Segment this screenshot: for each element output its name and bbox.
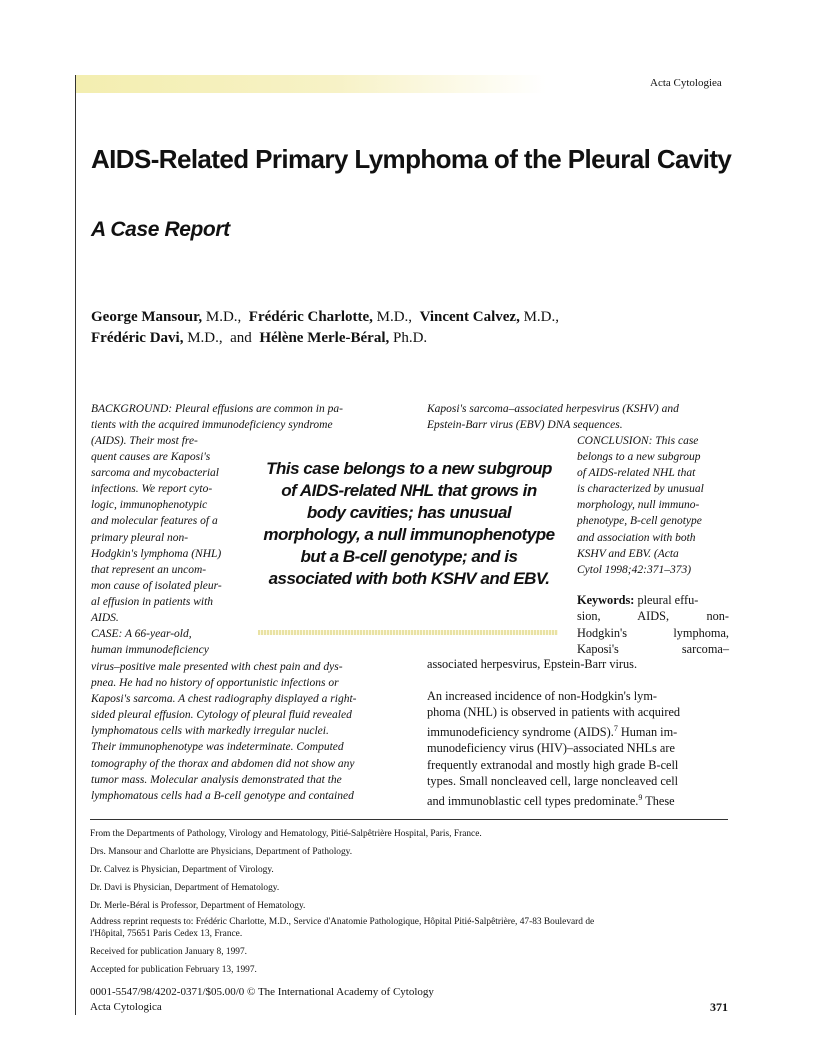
intro-line: immunodeficiency syndrome (AIDS).$^7$ Human im- (427, 723, 678, 739)
abstract-line: lymphomatous cells had a B-cell genotype and contained (91, 789, 354, 802)
keywords-block (577, 592, 729, 658)
abstract-line: lymphomatous cells with markedly irregular nuclei. (91, 725, 329, 738)
abstract-line: CONCLUSION: This case (577, 435, 699, 447)
abstract-line: Hodgkin's lymphoma (NHL) (91, 547, 222, 560)
abstract-line: Kaposi's sarcoma–associated herpesvirus (KSHV) and (427, 403, 679, 415)
left-margin-rule (75, 75, 76, 1015)
abstract-line: infections. We report cyto- (91, 483, 213, 496)
abstract-line: quent causes are Kaposi's (91, 451, 211, 464)
abstract-line: virus–positive male presented with chest pain and dys- (91, 661, 343, 673)
footnote: Drs. Mansour and Charlotte are Physicians, Department of Pathology. (90, 847, 353, 857)
abstract-line: CASE: A 66-year-old, (91, 628, 192, 641)
footer-journal: Acta Cytologica (90, 1001, 162, 1013)
abstract-line: morphology, null immuno- (577, 499, 700, 512)
footnote: Dr. Calvez is Physician, Department of Virology. (90, 865, 274, 875)
intro-line: munodeficiency virus (HIV)–associated NHLs are (427, 741, 675, 756)
abstract-line: Cytol 1998;42:371–373) (577, 563, 692, 576)
author-name: Hélène Merle-Béral, (259, 330, 390, 346)
abstract-line: KSHV and EBV. (Acta (577, 547, 679, 560)
abstract-line: AIDS. (91, 612, 119, 625)
abstract-wide-lines (91, 401, 391, 433)
abstract-line: and association with both (577, 531, 696, 544)
abstract-line: tumor mass. Molecular analysis demonstrated that the (91, 773, 342, 786)
author-line-2 (91, 328, 731, 349)
abstract-conclusion (577, 433, 729, 578)
intro-line: An increased incidence of non-Hodgkin's lym- (427, 689, 657, 703)
author-degree: M.D., (205, 309, 242, 325)
abstract-line: is characterized by unusual (577, 483, 704, 496)
abstract-line: BACKGROUND: Pleural effusions are common in pa- (91, 403, 343, 415)
article-title: AIDS-Related Primary Lymphoma of the Pleural Cavity (91, 144, 732, 174)
intro-line: and immunoblastic cell types predominate.$^9$ These (427, 792, 675, 808)
abstract-line: sided pleural effusion. Cytology of pleural fluid revealed (91, 709, 352, 722)
keywords-line: associated herpesvirus, Epstein-Barr virus. (427, 657, 638, 671)
pull-quote-rule (258, 630, 558, 635)
abstract-line: Epstein-Barr virus (EBV) DNA sequences. (427, 419, 623, 432)
footnote-rule (90, 819, 728, 820)
copyright-line: 0001-5547/98/4202-0371/$05.00/0 © The International Academy of Cytology (90, 986, 434, 998)
abstract-line: and molecular features of a (91, 515, 218, 528)
author-name: Frédéric Charlotte, (248, 309, 373, 325)
abstract-line: (AIDS). Their most fre- (91, 435, 198, 447)
abstract-line: human immunodeficiency (91, 644, 209, 657)
abstract-line: of AIDS-related NHL that (577, 467, 696, 480)
reference-marker: 7 (613, 723, 618, 733)
keywords-line: Kaposi's sarcoma– (577, 642, 729, 657)
abstract-line: that represent an uncom- (91, 563, 207, 576)
keywords-line: sion, AIDS, non- (577, 609, 729, 624)
footnote: From the Departments of Pathology, Virology and Hematology, Pitié-Salpêtrière Hospital, Paris, France. (90, 829, 482, 839)
author-name: Frédéric Davi, (91, 330, 184, 346)
author-degree: Ph.D. (393, 330, 428, 346)
footnote: Address reprint requests to: Frédéric Charlotte, M.D., Service d'Anatomie Pathologique, Hôpital Pitié-Salpêtrière, 47-83 Boulevard de (90, 917, 595, 927)
author-degree: M.D., (523, 309, 559, 325)
abstract-line: primary pleural non- (91, 531, 189, 544)
author-list (91, 307, 731, 349)
abstract-line: tients with the acquired immunodeficiency syndrome (91, 419, 333, 432)
keyword-text: pleural effu- (637, 593, 699, 607)
intro-line: phoma (NHL) is observed in patients with acquired (427, 705, 681, 720)
intro-paragraph (427, 688, 729, 809)
abstract-line: mon cause of isolated pleur- (91, 579, 222, 592)
author-conjunction: and (230, 330, 252, 346)
article-subtitle: A Case Report (91, 218, 230, 241)
author-name: George Mansour, (91, 309, 203, 325)
abstract-line: tomography of the thorax and abdomen did not show any (91, 757, 355, 770)
abstract-line: logic, immunophenotypic (91, 499, 208, 512)
abstract-case-lines (91, 659, 391, 804)
keywords-label: Keywords: (577, 593, 635, 607)
reference-marker: 9 (638, 792, 643, 802)
footnote: Dr. Merle-Béral is Professor, Department of Hematology. (90, 901, 306, 911)
abstract-line: phenotype, B-cell genotype (577, 515, 702, 528)
abstract-line: al effusion in patients with (91, 595, 214, 608)
abstract-line: Their immunophenotype was indeterminate. Computed (91, 741, 344, 754)
abstract-line: pnea. He had no history of opportunistic infections or (91, 677, 339, 690)
abstract-line: sarcoma and mycobacterial (91, 467, 219, 480)
keywords-line (577, 592, 729, 608)
abstract-narrow-lines (91, 433, 241, 658)
footnote: Dr. Davi is Physician, Department of Hematology. (90, 883, 280, 893)
author-degree: M.D., (187, 330, 223, 346)
footnote: Accepted for publication February 13, 1997. (90, 965, 257, 975)
author-degree: M.D., (376, 309, 413, 325)
footnote: l'Hôpital, 75651 Paris Cedex 13, France. (90, 929, 243, 939)
running-header: Acta Cytologiea (650, 77, 722, 89)
abstract-line: Kaposi's sarcoma. A chest radiography displayed a right- (91, 693, 357, 706)
intro-line: frequently extranodal and mostly high grade B-cell (427, 757, 679, 772)
author-name: Vincent Calvez, (419, 309, 520, 325)
header-band (76, 75, 546, 93)
intro-line: types. Small noncleaved cell, large noncleaved cell (427, 774, 679, 789)
keywords-line: Hodgkin's lymphoma, (577, 625, 729, 640)
abstract-line: belongs to a new subgroup (577, 451, 701, 464)
author-line-1 (91, 307, 731, 328)
footnote: Received for publication January 8, 1997. (90, 947, 247, 957)
page-number: 371 (710, 1000, 728, 1014)
abstract-right-top (427, 401, 729, 433)
pull-quote: This case belongs to a new subgroup of AIDS-related NHL that grows in body cavities; has unusual morphology, a null immunophenotype but a B-cell genotype; and is associated with both KSHV and EBV. (263, 459, 555, 588)
